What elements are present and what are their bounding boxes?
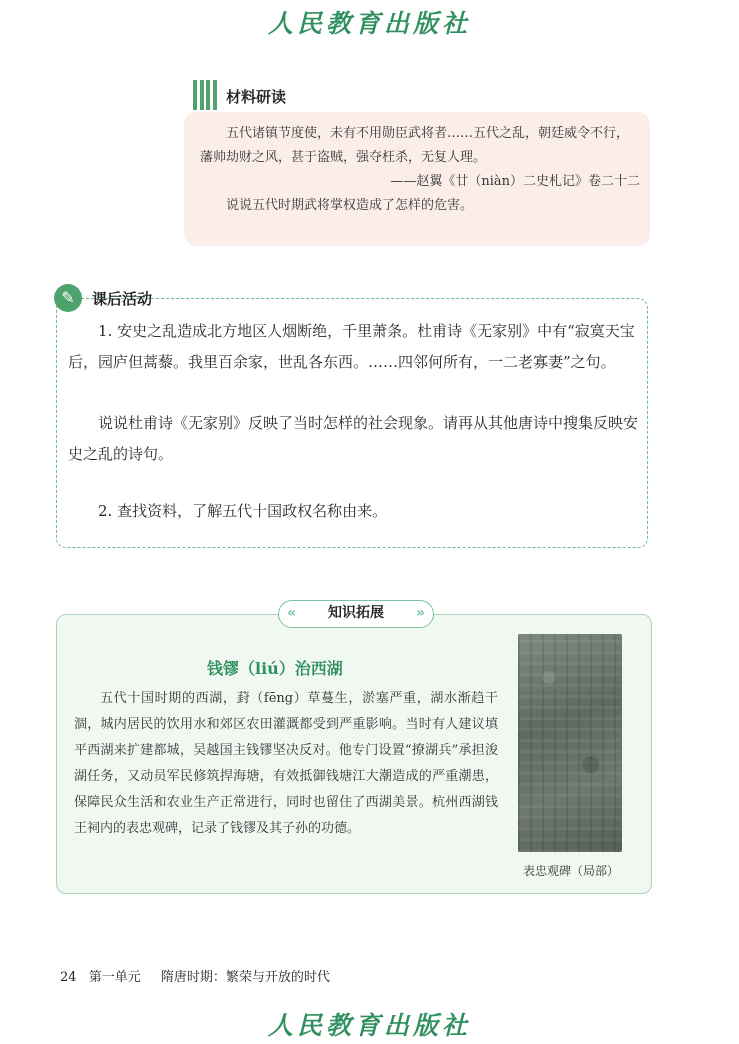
unit-label: 第一单元 bbox=[88, 970, 141, 985]
publisher-logo-top: 人民教育出版社 bbox=[267, 9, 471, 38]
stele-caption: 表忠观碑（局部） bbox=[522, 864, 619, 878]
extension-tag bbox=[278, 600, 434, 628]
activity-item-1-task: 说说杜甫诗《无家别》反映了当时怎样的社会现象。请再从其他唐诗中搜集反映安史之乱的诗句。 bbox=[68, 414, 639, 463]
pencil-icon: ✎ bbox=[54, 284, 82, 312]
material-title: 材料研读 bbox=[226, 88, 287, 106]
extension-body: 五代十国时期的西湖，葑（fēng）草蔓生，淤塞严重，湖水渐趋干涸，城内居民的饮用水和郊区农田灌溉都受到严重影响。当时有人建议填平西湖来扩建都城，吴越国主钱镠坚决反对。他专门设置“撩湖兵”承担浚湖任务，又动员军民修筑捍海塘，有效抵御钱塘江大潮造成的严重潮患，保障民众生活和农业生产正常进行，同时也留住了西湖美景。杭州西湖钱王祠内的表忠观碑，记录了钱镠及其子孙的功德。 bbox=[74, 691, 498, 836]
material-citation: ——赵翼《廿（niàn）二史札记》卷二十二 bbox=[390, 174, 640, 189]
unit-title: 隋唐时期：繁荣与开放的时代 bbox=[160, 970, 330, 985]
page-number: 24 bbox=[60, 970, 77, 985]
activity-title: 课后活动 bbox=[92, 290, 153, 308]
activity-item-2: 2. 查找资料，了解五代十国政权名称由来。 bbox=[98, 502, 388, 520]
chevron-right-icon: » bbox=[415, 605, 425, 621]
activity-item-1: 1. 安史之乱造成北方地区人烟断绝，千里萧条。杜甫诗《无家别》中有“寂寞天宝后，园庐但蒿藜。我里百余家，世乱各东西。……四邻何所有，一二老寡妻”之句。 bbox=[68, 322, 635, 371]
extension-heading: 钱镠（liú）治西湖 bbox=[207, 659, 343, 678]
material-question: 说说五代时期武将掌权造成了怎样的危害。 bbox=[226, 198, 474, 213]
material-quote: 五代诸镇节度使，未有不用勋臣武将者……五代之乱，朝廷威令不行，藩帅劫财之风，甚于盗贼，强夺枉杀，无复人理。 bbox=[200, 126, 630, 165]
material-box bbox=[184, 112, 650, 246]
chevron-left-icon: « bbox=[287, 605, 297, 621]
book-spines-icon bbox=[193, 80, 217, 110]
publisher-logo-bottom: 人民教育出版社 bbox=[267, 1011, 471, 1040]
stele-image bbox=[518, 634, 622, 852]
extension-tag-label: 知识拓展 bbox=[328, 605, 384, 621]
page-footer bbox=[60, 966, 330, 985]
